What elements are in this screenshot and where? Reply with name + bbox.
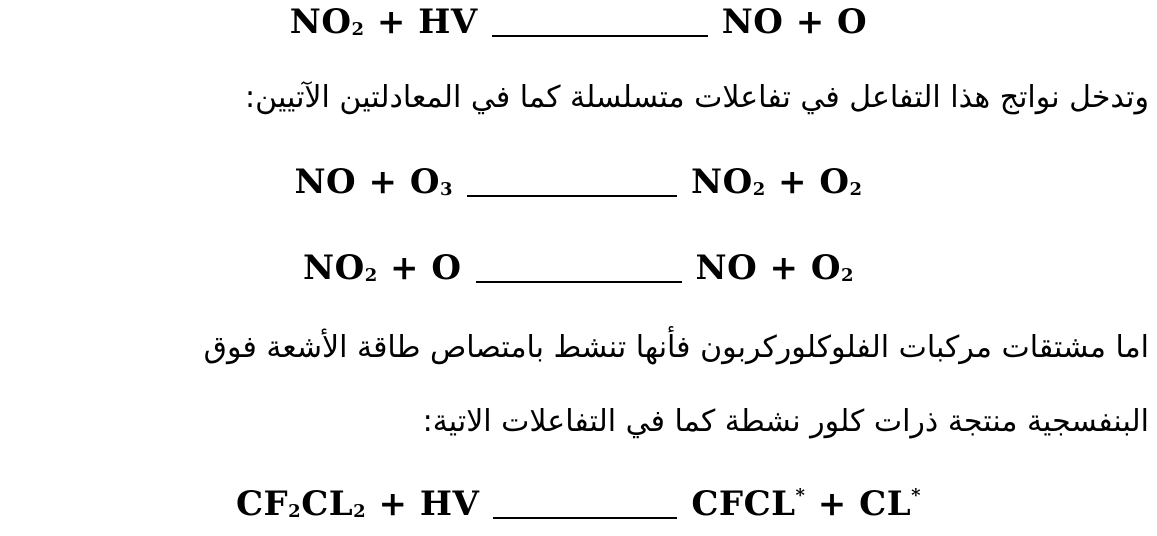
formula-text: NO + O — [695, 248, 841, 288]
formula-text: CFCL — [691, 484, 796, 524]
formula-superscript: * — [911, 485, 922, 506]
formula-text: CL — [301, 484, 354, 524]
equation-2 — [0, 162, 1157, 202]
reaction-line — [492, 35, 708, 37]
reaction-line — [476, 281, 682, 283]
formula-text: + O — [765, 162, 850, 202]
equation-4-lhs — [236, 484, 479, 524]
formula-subscript: 2 — [752, 179, 766, 200]
formula-subscript: 2 — [849, 179, 863, 200]
formula-text: + CL — [805, 484, 912, 524]
equation-4 — [0, 484, 1157, 524]
equation-2-rhs — [691, 162, 863, 202]
equation-4-rhs — [691, 484, 921, 524]
formula-text: + HV — [364, 2, 478, 42]
formula-subscript: 3 — [439, 179, 453, 200]
paragraph-cfc-line-1: اما مشتقات مركبات الفلوكلوركربون فأنها تنشط بامتصاص طاقة الأشعة فوق — [203, 330, 1149, 365]
paragraph-cfc-line-2: البنفسجية منتجة ذرات كلور نشطة كما في التفاعلات الاتية: — [422, 404, 1149, 439]
formula-text: NO — [302, 248, 365, 288]
reaction-line — [467, 195, 677, 197]
formula-subscript: 2 — [364, 265, 378, 286]
formula-text: + O — [377, 248, 462, 288]
formula-subscript: 2 — [840, 265, 855, 286]
equation-3-rhs — [696, 248, 855, 288]
formula-text: NO — [289, 2, 352, 42]
formula-text: NO + O — [294, 162, 440, 202]
equation-1-rhs — [722, 2, 867, 42]
formula-superscript: * — [795, 485, 806, 506]
formula-subscript: 2 — [353, 501, 367, 522]
formula-subscript: 2 — [351, 19, 365, 40]
equation-3-lhs — [303, 248, 462, 288]
reaction-line — [493, 517, 677, 519]
equation-1-lhs — [290, 2, 478, 42]
formula-subscript: 2 — [288, 501, 302, 522]
equation-1 — [0, 2, 1157, 42]
equation-3 — [0, 248, 1157, 288]
formula-text: CF — [235, 484, 289, 524]
paragraph-intro-chain-reactions: وتدخل نواتج هذا التفاعل في تفاعلات متسلسلة كما في المعادلتين الآتيين: — [245, 80, 1149, 115]
equation-2-lhs — [294, 162, 453, 202]
formula-text: + HV — [366, 484, 480, 524]
formula-text: NO — [690, 162, 753, 202]
formula-text: NO + O — [721, 2, 868, 42]
